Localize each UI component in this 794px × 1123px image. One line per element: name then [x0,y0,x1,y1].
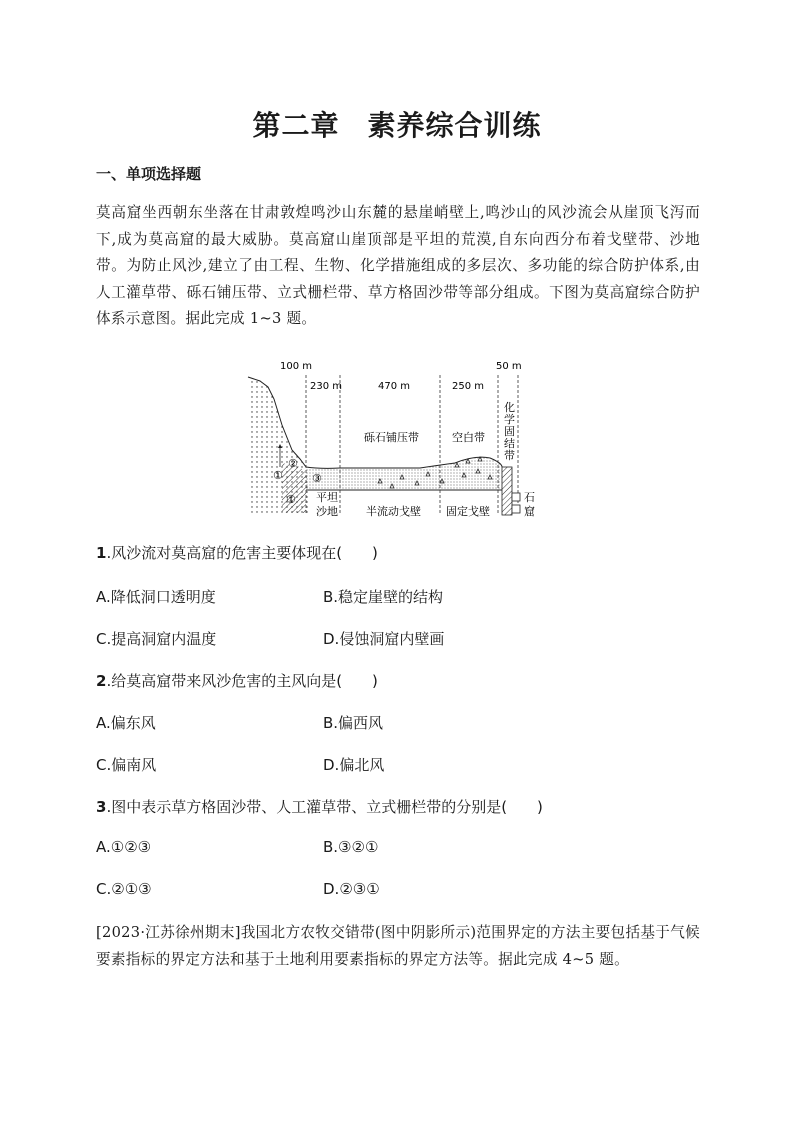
cave-label-2: 窟 [524,505,535,518]
question-2: 2.给莫高窟带来风沙危害的主风向是( ) [96,672,378,690]
q1-option-d[interactable]: D.侵蚀洞窟内壁画 [323,630,445,648]
cave-box-1 [512,493,520,501]
q3-option-c[interactable]: C.②①③ [96,880,152,898]
q2-option-c[interactable]: C.偏南风 [96,756,157,774]
question-1: 1.风沙流对莫高窟的危害主要体现在( ) [96,544,378,562]
chem-band-label [504,400,515,462]
svg-text:结: 结 [504,437,515,450]
width-470: 470 m [378,381,411,392]
question-3: 3.图中表示草方格固沙带、人工灌草带、立式栅栏带的分别是( ) [96,798,543,816]
cave-box-2 [512,505,520,513]
width-230: 230 m [310,381,343,392]
svg-text:带: 带 [504,449,515,462]
marker-1-top: ① [273,469,283,482]
marker-2: ② [288,457,298,470]
svg-text:固: 固 [504,425,515,438]
q2-option-a[interactable]: A.偏东风 [96,714,156,732]
bottom-label-semi: 半流动戈壁 [366,505,421,518]
mogao-protection-diagram [240,355,560,525]
q2-option-d[interactable]: D.偏北风 [323,756,385,774]
q3-option-d[interactable]: D.②③① [323,880,380,898]
q1-option-c[interactable]: C.提高洞窟内温度 [96,630,217,648]
page-title: 第二章 素养综合训练 [252,109,542,142]
cave-label-1: 石 [524,491,535,504]
svg-text:化: 化 [504,401,515,414]
passage-2: [2023·江苏徐州期末]我国北方农牧交错带(图中阴影所示)范围界定的方法主要包括基于气候要素指标的界定方法和基于土地利用要素指标的界定方法等。据此完成 4~5 题。 [96,924,700,968]
marker-3: ③ [312,472,322,485]
width-100: 100 m [280,361,313,372]
marker-1-bottom: ① [286,493,296,506]
q3-option-a[interactable]: A.①②③ [96,838,152,856]
width-50: 50 m [496,361,522,372]
zone-label-gravel: 砾石铺压带 [364,431,419,444]
svg-text:学: 学 [504,413,515,426]
q1-option-a[interactable]: A.降低洞口透明度 [96,588,216,606]
width-250: 250 m [452,381,485,392]
bottom-label-sand: 沙地 [316,505,338,518]
bottom-label-flat: 平坦 [316,491,338,504]
q2-option-b[interactable]: B.偏西风 [323,714,384,732]
zone-label-blank: 空白带 [452,431,485,444]
section-heading: 一、单项选择题 [96,165,202,183]
cave-cliff [502,467,512,515]
q3-option-b[interactable]: B.③②① [323,838,379,856]
bottom-label-fixed: 固定戈壁 [446,505,490,518]
passage-1: 莫高窟坐西朝东坐落在甘肃敦煌鸣沙山东麓的悬崖峭壁上,鸣沙山的风沙流会从崖顶飞泻而下,成为莫高窟的最大威胁。莫高窟山崖顶部是平坦的荒漠,自东向西分布着戈壁带、沙地带。为防止风沙,建立了由工程、生物、化学措施组成的多层次、多功能的综合防护体系,由人工灌草带、砾石铺压带、立式栅栏带、草方格固沙带等部分组成。下图为莫高窟综合防护体系示意图。据此完成 1~3 题。 [96,204,700,327]
surface-fill [306,457,502,490]
q1-option-b[interactable]: B.稳定崖壁的结构 [323,588,444,606]
